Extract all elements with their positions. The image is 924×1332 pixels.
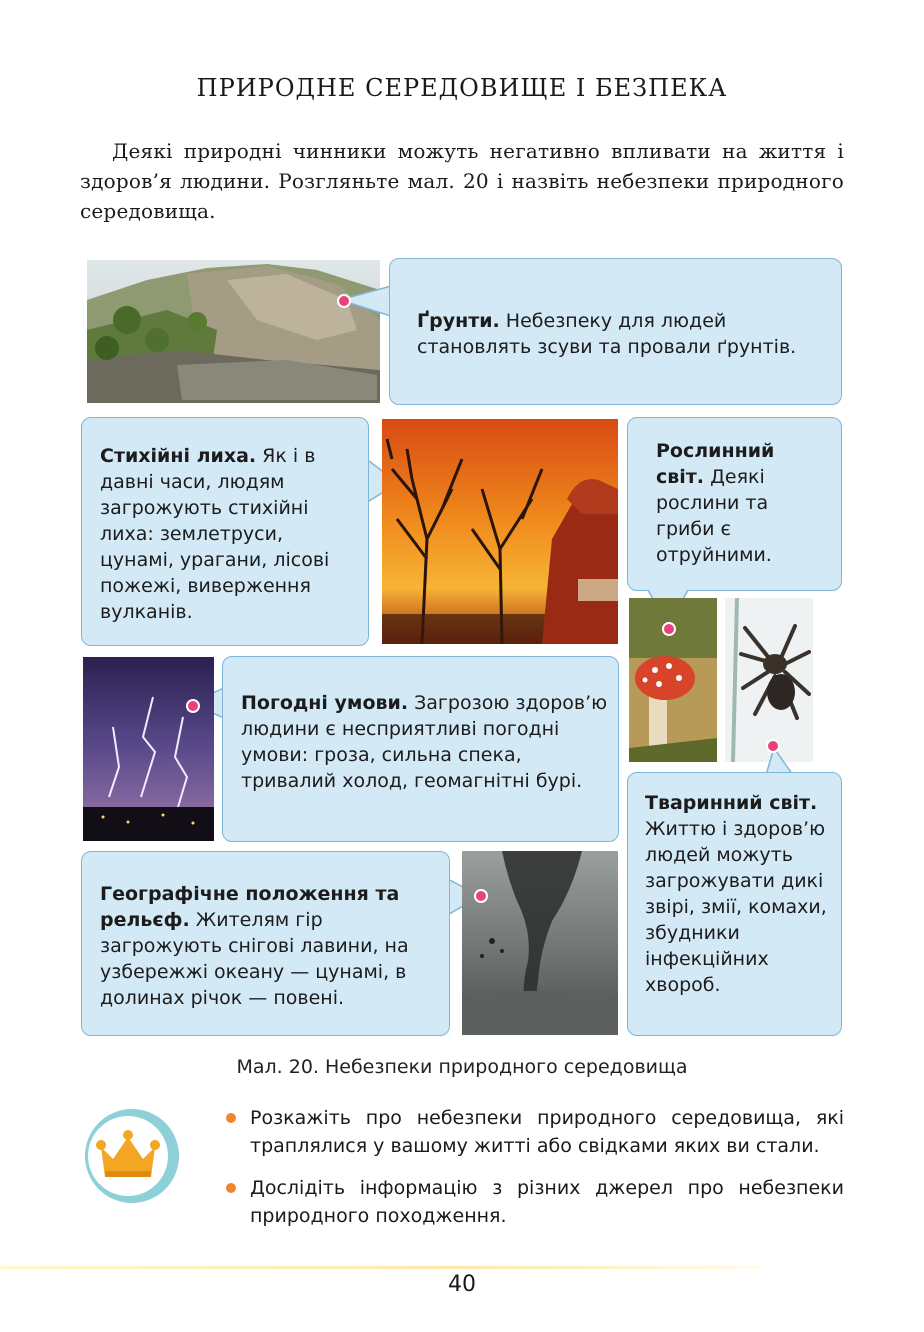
animals-callout xyxy=(627,772,842,1036)
plants-marker-dot xyxy=(662,622,676,636)
disasters-callout xyxy=(81,417,369,646)
disasters-callout-title: Стихійні лиха. xyxy=(100,445,257,467)
geography-marker-dot xyxy=(474,889,488,903)
bullet-icon xyxy=(226,1113,236,1123)
bullet-icon xyxy=(226,1183,236,1193)
crown-icon xyxy=(83,1107,181,1205)
lightning-photo xyxy=(83,657,214,841)
plants-callout xyxy=(627,417,842,591)
weather-callout-text: Загрозою здоров’ю людини є несприятливі погодні умови: гроза, сильна спека, тривалий холод, геомагнітні бурі. xyxy=(241,692,608,792)
weather-callout-title: Погодні умови. xyxy=(241,692,409,714)
footer-divider xyxy=(0,1266,760,1269)
page-title: ПРИРОДНЕ СЕРЕДОВИЩЕ І БЕЗПЕКА xyxy=(196,74,728,102)
soil-callout xyxy=(389,258,842,405)
tornado-photo xyxy=(462,851,618,1035)
list-item: Дослідіть інформацію з різних джерел про небезпеки природного походження. xyxy=(222,1174,844,1230)
animals-marker-dot xyxy=(766,739,780,753)
plants-callout-text: Деякі рослини та гриби є отруйними. xyxy=(656,466,772,566)
animals-callout-text: Життю і здоров’ю людей можуть загрожувати дикі звірі, змії, комахи, збудники інфекційних хвороб. xyxy=(645,818,827,996)
page-number: 40 xyxy=(448,1272,476,1297)
soil-marker-dot xyxy=(337,294,351,308)
geography-callout xyxy=(81,851,450,1036)
crown-badge xyxy=(83,1107,181,1205)
geography-callout-text: Жителям гір загрожують снігові лавини, на узбережжі океану — цунамі, в долинах річок — повені. xyxy=(100,909,409,1009)
soil-callout-title: Ґрунти. xyxy=(417,310,500,332)
figure-caption: Мал. 20. Небезпеки природного середовища xyxy=(236,1056,688,1078)
intro-paragraph: Деякі природні чинники можуть негативно впливати на життя і здоров’я людини. Розгляньте мал. 20 і назвіть небезпеки природного середовища. xyxy=(80,139,844,223)
disasters-callout-text: Як і в давні часи, людям загрожують стихійні лиха: землетруси, цунамі, урагани, лісові пожежі, виверження вулканів. xyxy=(100,445,330,623)
list-item: Розкажіть про небезпеки природного середовища, які траплялися у вашому житті або свідками яких ви стали. xyxy=(222,1104,844,1160)
weather-callout xyxy=(222,656,619,842)
plants-callout-title: Рослинний світ. xyxy=(656,440,775,488)
weather-marker-dot xyxy=(186,699,200,713)
task-list xyxy=(222,1104,844,1244)
geography-callout-title: Географічне положення та рельєф. xyxy=(100,883,400,931)
animals-callout-title: Тваринний світ. xyxy=(645,792,818,814)
wildfire-photo xyxy=(382,419,618,644)
soil-callout-text: Небезпеку для людей становлять зсуви та провали ґрунтів. xyxy=(417,310,797,358)
